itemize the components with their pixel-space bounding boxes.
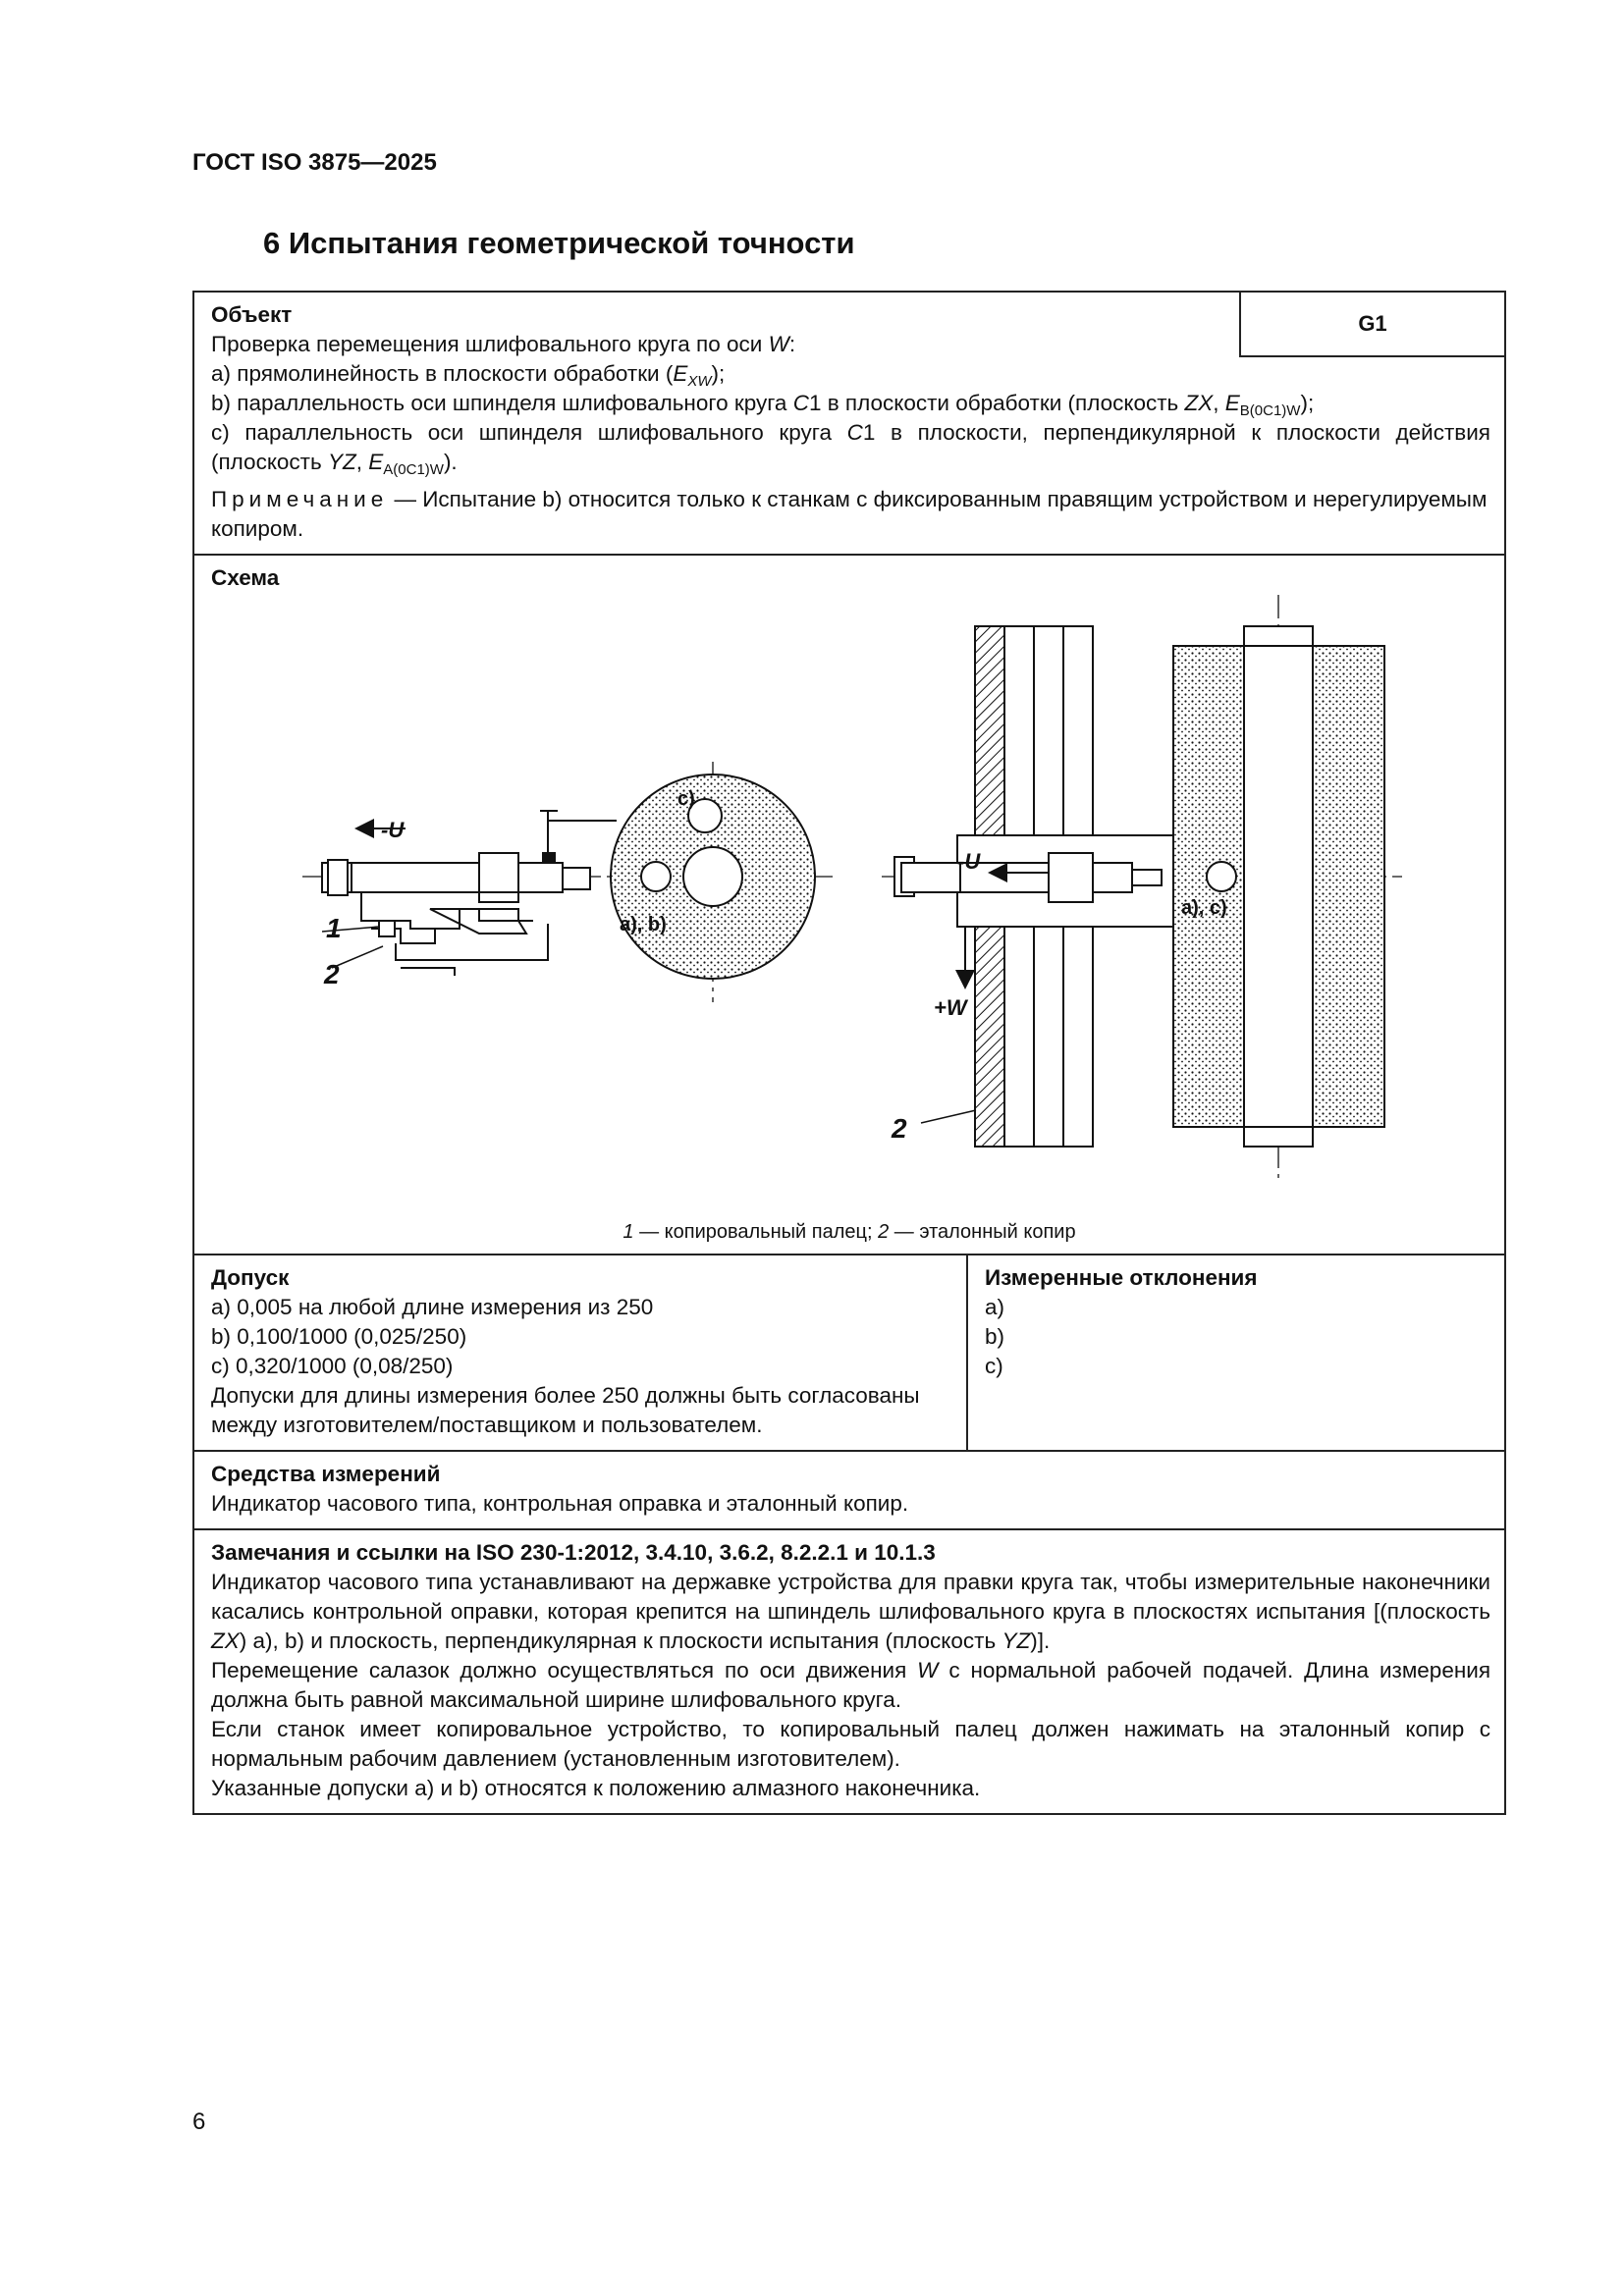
schema-heading: Схема: [211, 565, 280, 590]
remarks-row: [194, 1530, 1504, 1813]
schema-diagram: [194, 556, 1504, 1254]
object-heading: Объект: [211, 302, 293, 327]
tolerance-b: b) 0,100/1000 (0,025/250): [211, 1324, 467, 1349]
object-note: Примечание — Испытание b) относится только к станкам с фиксированным правящим устройством и нерегулируемым копиром.: [211, 487, 1488, 541]
remarks-heading: Замечания и ссылки на ISO 230-1:2012, 3.4.10, 3.6.2, 8.2.2.1 и 10.1.3: [211, 1540, 936, 1565]
tolerance-c: с) 0,320/1000 (0,08/250): [211, 1354, 454, 1378]
measured-c: с): [985, 1354, 1003, 1378]
left-figure: [302, 762, 833, 1002]
remarks-p1: Индикатор часового типа устанавливают на державке устройства для правки круга так, чтобы измерительные наконечники касались контрольной оправки, которая крепится на шпиндель шлифовального круга в плоскостях испытания [(плоскость ZX) а), b) и плоскость, перпендикулярная к плоскости испытания (плоскость YZ)].: [211, 1570, 1490, 1653]
object-item-a: а) прямолинейность в плоскости обработки $(E_{XW})$;: [211, 361, 726, 390]
remarks-p4: Указанные допуски а) и b) относятся к положению алмазного наконечника.: [211, 1776, 981, 1800]
page-number: 6: [192, 2109, 206, 2135]
label-1: 1: [326, 913, 342, 943]
label-minus-u-right: -U: [957, 849, 981, 874]
tolerance-note: Допуски для длины измерения более 250 должны быть согласованы между изготовителем/поставщиком и пользователем.: [211, 1383, 920, 1437]
label-ab: a), b): [620, 914, 667, 935]
instruments-row: [194, 1452, 1504, 1530]
object-item-b: b) параллельность оси шпинделя шлифовального круга C1 в плоскости обработки (плоскость ZX, $E_{B(0C1)W}$);: [211, 391, 1315, 419]
object-item-c: с) параллельность оси шпинделя шлифовального круга C1 в плоскости, перпендикулярной к плоскости действия (плоскость YZ, $E_{A(0C1)W}$).: [211, 420, 1490, 478]
test-id: G1: [1239, 293, 1504, 357]
label-plus-w: +W: [934, 995, 967, 1020]
tolerance-row: [194, 1255, 1504, 1452]
remarks-p3: Если станок имеет копировальное устройство, то копировальный палец должен нажимать на эталонный копир с нормальным рабочим давлением (установленным изготовителем).: [211, 1717, 1490, 1771]
measured-cell: [968, 1255, 1504, 1450]
instruments-heading: Средства измерений: [211, 1462, 441, 1486]
label-ac: a), c): [1181, 897, 1227, 919]
label-2-right: 2: [892, 1113, 907, 1144]
label-2-left: 2: [324, 959, 340, 989]
object-intro: Проверка перемещения шлифовального круга по оси W:: [211, 332, 796, 356]
label-c: c): [677, 788, 695, 810]
tolerance-cell: [194, 1255, 968, 1450]
schema-caption: 1 — копировальный палец; 2 — эталонный копир: [623, 1221, 1076, 1243]
right-figure: [882, 595, 1402, 1184]
section-title: 6 Испытания геометрической точности: [263, 226, 855, 260]
measured-b: b): [985, 1324, 1005, 1349]
instruments-text: Индикатор часового типа, контрольная оправка и эталонный копир.: [211, 1491, 909, 1516]
remarks-p2: Перемещение салазок должно осуществляться по оси движения W с нормальной рабочей подачей. Длина измерения должна быть равной максимальной ширине шлифовального круга.: [211, 1658, 1491, 1712]
document-code: ГОСТ ISO 3875—2025: [192, 149, 437, 176]
wheel-arbor: [683, 847, 742, 906]
test-table: [192, 291, 1506, 1815]
schema-row: [194, 556, 1504, 1255]
measured-heading: Измеренные отклонения: [985, 1265, 1258, 1290]
label-minus-u-left: -U: [381, 818, 405, 842]
tolerance-heading: Допуск: [211, 1265, 290, 1290]
object-row: [194, 293, 1504, 556]
tolerance-a: а) 0,005 на любой длине измерения из 250: [211, 1295, 654, 1319]
measured-a: а): [985, 1295, 1005, 1319]
